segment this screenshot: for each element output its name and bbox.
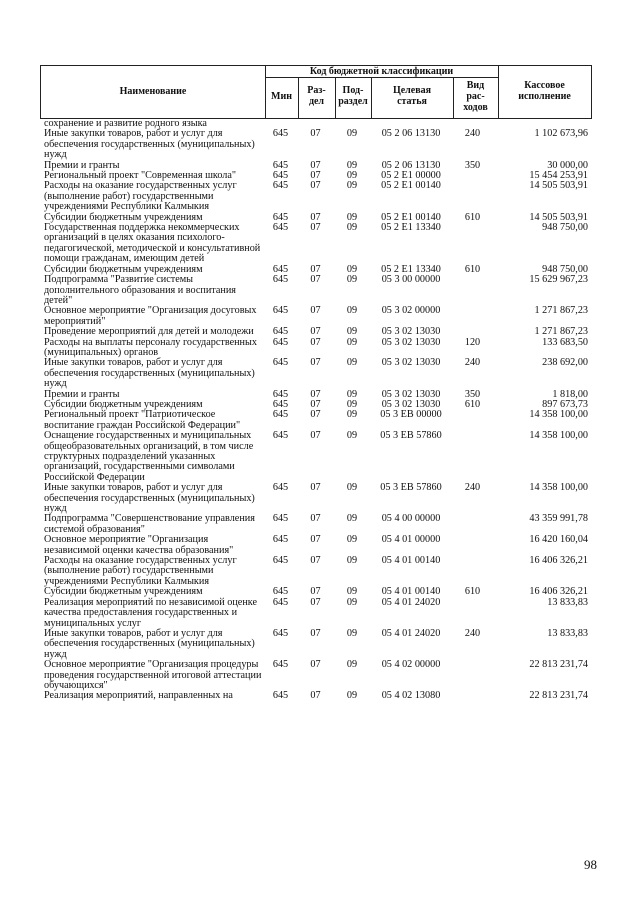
cell-tsel: 05 3 02 13030: [381, 357, 441, 369]
cell-tsel: 05 4 01 00140: [381, 555, 441, 567]
cell-razd: 07: [310, 305, 321, 317]
cell-razd: 07: [310, 159, 321, 171]
cell-razd: 07: [310, 659, 321, 671]
cell-tsel: 05 3 EB 00000: [380, 409, 442, 421]
cell-vid: [452, 181, 493, 212]
cell-vid: 610: [464, 263, 481, 275]
table-row: [40, 129, 592, 160]
cell-sum: 16 420 160,04: [529, 534, 588, 546]
table-row: [40, 275, 592, 306]
cell-min: 645: [272, 274, 289, 286]
cell-min: 645: [272, 596, 289, 608]
cell-sum: 1 271 867,23: [534, 305, 588, 317]
cell-sum: 22 813 231,74: [529, 690, 588, 702]
table-row: [40, 181, 592, 212]
cell-sum: 14 505 503,91: [529, 180, 588, 192]
cell-name: Премии и гранты: [44, 159, 120, 171]
cell-sum: 14 358 100,00: [529, 430, 588, 442]
cell-tsel: 05 4 02 13080: [381, 690, 441, 702]
cell-vid: 120: [464, 336, 481, 348]
cell-sum: 948 750,00: [542, 222, 588, 234]
cell-sum: 14 358 100,00: [529, 482, 588, 494]
cell-sum: 16 406 326,21: [529, 555, 588, 567]
cell-name: Премии и гранты: [44, 388, 120, 400]
cell-vid: [452, 410, 493, 431]
cell-name: Подпрограмма "Развитие системы дополнительного образования и воспитания детей": [44, 274, 236, 306]
cell-tsel: 05 2 E1 13340: [381, 263, 441, 275]
cell-pod: 09: [346, 326, 358, 338]
cell-pod: 09: [346, 596, 358, 608]
cell-razd: 07: [310, 398, 321, 410]
cell-name: Региональный проект "Современная школа": [44, 170, 237, 182]
cell-sum: 16 406 326,21: [529, 586, 588, 598]
cell-name: Иные закупки товаров, работ и услуг для обеспечения государственных (муниципальных) нужд: [44, 627, 255, 660]
cell-name: Основное мероприятие "Организация досуговых мероприятий": [44, 305, 257, 327]
cell-sum: 13 833,83: [547, 596, 588, 608]
table-row: [40, 223, 592, 265]
cell-razd: 07: [310, 586, 321, 598]
cell-razd: 07: [310, 263, 321, 275]
table-row: [40, 598, 592, 629]
table-row: [40, 338, 592, 359]
cell-sum: 43 359 991,78: [529, 513, 588, 525]
cell-pod: 09: [346, 586, 358, 598]
cell-tsel: 05 4 00 00000: [381, 513, 441, 525]
cell-razd: 07: [310, 409, 321, 421]
cell-tsel: 05 4 01 24020: [381, 596, 441, 608]
cell-min: 645: [272, 398, 289, 410]
cell-min: 645: [272, 627, 289, 639]
cell-pod: 09: [346, 180, 358, 192]
cell-name: Субсидии бюджетным учреждениям: [44, 398, 203, 410]
cell-min: 645: [272, 388, 289, 400]
cell-razd: 07: [310, 388, 321, 400]
cell-vid: 350: [464, 159, 481, 171]
cell-min: 645: [272, 326, 289, 338]
cell-pod: 09: [346, 398, 358, 410]
cell-pod: 09: [346, 555, 358, 567]
cell-pod: 09: [346, 409, 358, 421]
cell-tsel: 05 2 E1 13340: [381, 222, 441, 234]
cell-vid: 610: [464, 586, 481, 598]
cell-name: Субсидии бюджетным учреждениям: [44, 263, 203, 275]
cell-name: Реализация мероприятий, направленных на: [44, 690, 233, 702]
cell-sum: 238 692,00: [542, 357, 588, 369]
table-row: [40, 410, 592, 431]
cell-razd: 07: [310, 128, 321, 140]
cell-sum: 897 673,73: [542, 398, 588, 410]
cell-min: 645: [272, 180, 289, 192]
cell-min: 645: [272, 263, 289, 275]
cell-vid: [452, 223, 493, 265]
cell-vid: [452, 598, 493, 629]
cell-razd: 07: [310, 513, 321, 525]
cell-tsel: 05 2 06 13130: [381, 159, 441, 171]
cell-min: 645: [272, 159, 289, 171]
cell-pod: 09: [346, 627, 358, 639]
col-podrazdel-header: Под- раздел: [338, 85, 368, 107]
cell-sum: 13 833,83: [547, 627, 588, 639]
cell-name: Основное мероприятие "Организация процедуры проведения государственной итоговой аттестации обучающихся": [44, 659, 262, 691]
cell-name: Расходы на выплаты персоналу государственных (муниципальных) органов: [44, 336, 257, 358]
cell-razd: 07: [310, 357, 321, 369]
cell-pod: 09: [346, 482, 358, 494]
cell-min: 645: [272, 659, 289, 671]
cell-vid: 610: [464, 398, 481, 410]
cell-razd: 07: [310, 627, 321, 639]
cell-tsel: 05 4 01 00140: [381, 586, 441, 598]
cell-name: Проведение мероприятий для детей и молодежи: [44, 326, 254, 338]
cell-tsel: 05 3 02 00000: [381, 305, 441, 317]
col-name-header: Наименование: [119, 86, 187, 97]
cell-name: Расходы на оказание государственных услуг (выполнение работ) государственными учреждениями Республики Калмыкия: [44, 555, 237, 587]
cell-name: Расходы на оказание государственных услуг (выполнение работ) государственными учреждениями Республики Калмыкия: [44, 180, 237, 213]
cell-min: 645: [272, 534, 289, 546]
cell-min: 645: [272, 357, 289, 369]
cell-sum: 1 271 867,23: [534, 326, 588, 338]
col-min-header: Мин: [271, 91, 292, 102]
cell-name: Иные закупки товаров, работ и услуг для обеспечения государственных (муниципальных) нужд: [44, 128, 255, 161]
cell-razd: 07: [310, 534, 321, 546]
cell-min: 645: [272, 482, 289, 494]
table-row: [40, 306, 592, 327]
table-row: [40, 358, 592, 389]
table-body: [40, 119, 592, 702]
cell-name: Субсидии бюджетным учреждениям: [44, 586, 203, 598]
table-row: [40, 327, 592, 337]
cell-tsel: 05 4 02 00000: [381, 659, 441, 671]
cell-name: Субсидии бюджетным учреждениям: [44, 211, 203, 223]
cell-tsel: 05 3 02 13030: [381, 388, 441, 400]
table-row: [40, 691, 592, 701]
cell-razd: 07: [310, 430, 321, 442]
cell-tsel: 05 2 E1 00140: [381, 211, 441, 223]
cell-tsel: 05 3 00 00000: [381, 274, 441, 286]
cell-sum: 948 750,00: [542, 263, 588, 275]
table-row: [40, 483, 592, 514]
table-row: [40, 660, 592, 691]
cell-vid: [452, 306, 493, 327]
cell-razd: 07: [310, 222, 321, 234]
cell-pod: 09: [346, 336, 358, 348]
cell-pod: 09: [346, 263, 358, 275]
table-row: [40, 556, 592, 587]
cell-min: 645: [272, 586, 289, 598]
cell-vid: [452, 691, 493, 701]
table-row: [40, 629, 592, 660]
cell-pod: 09: [346, 388, 358, 400]
cell-name: Основное мероприятие "Организация независимой оценки качества образования": [44, 534, 234, 556]
cell-pod: 09: [346, 159, 358, 171]
cell-min: 645: [272, 222, 289, 234]
cell-vid: [452, 327, 493, 337]
cell-pod: 09: [346, 274, 358, 286]
cell-vid: 240: [464, 357, 481, 369]
cell-razd: 07: [310, 336, 321, 348]
cell-min: 645: [272, 690, 289, 702]
cell-sum: 133 683,50: [542, 336, 588, 348]
cell-pod: 09: [346, 534, 358, 546]
cell-pod: 09: [346, 513, 358, 525]
col-razdel-header: Раз- дел: [307, 85, 326, 107]
cell-razd: 07: [310, 180, 321, 192]
table-row: [40, 431, 592, 483]
cell-pod: 09: [346, 305, 358, 317]
cell-tsel: 05 2 E1 00140: [381, 180, 441, 192]
cell-tsel: 05 3 02 13030: [381, 336, 441, 348]
cell-sum: 14 358 100,00: [529, 409, 588, 421]
cell-razd: 07: [310, 482, 321, 494]
cell-vid: 610: [464, 211, 481, 223]
cell-vid: [452, 275, 493, 306]
table-header: [40, 65, 592, 119]
cell-min: 645: [272, 513, 289, 525]
cell-pod: 09: [346, 690, 358, 702]
kbk-header: Код бюджетной классификации: [309, 66, 454, 77]
cell-tsel: 05 3 02 13030: [381, 326, 441, 338]
cell-min: 645: [272, 409, 289, 421]
cell-vid: [452, 535, 493, 556]
cell-vid: 240: [464, 482, 481, 494]
cell-min: 645: [272, 170, 289, 182]
cell-min: 645: [272, 430, 289, 442]
cell-tsel: 05 3 EB 57860: [380, 430, 442, 442]
cell-name: Оснащение государственных и муниципальных общеобразовательных организаций, в том числе структурных подразделений указанных организаций, государственными символами Российской Федерации: [44, 430, 254, 483]
col-tselevaya-header: Целевая статья: [392, 85, 432, 107]
cell-sum: 22 813 231,74: [529, 659, 588, 671]
table-row: [40, 535, 592, 556]
cell-name: Иные закупки товаров, работ и услуг для обеспечения государственных (муниципальных) нужд: [44, 357, 255, 390]
cell-razd: 07: [310, 326, 321, 338]
cell-sum: 15 454 253,91: [529, 170, 588, 182]
cell-tsel: 05 3 02 13030: [381, 398, 441, 410]
cell-tsel: 05 2 06 13130: [381, 128, 441, 140]
cell-tsel: 05 4 01 00000: [381, 534, 441, 546]
cell-vid: [452, 514, 493, 535]
cell-razd: 07: [310, 274, 321, 286]
cell-name: Иные закупки товаров, работ и услуг для обеспечения государственных (муниципальных) нужд: [44, 482, 255, 515]
cell-sum: 14 505 503,91: [529, 211, 588, 223]
cell-name: сохранение и развитие родного языка: [44, 118, 207, 129]
cell-sum: 1 818,00: [552, 388, 588, 400]
cell-name: Государственная поддержка некоммерческих организаций в целях оказания психолого-педагогической, методической и консультативной помощи гражданам, имеющим детей: [44, 222, 261, 265]
cell-razd: 07: [310, 555, 321, 567]
cell-min: 645: [272, 128, 289, 140]
table-row: [40, 514, 592, 535]
cell-pod: 09: [346, 170, 358, 182]
cell-min: 645: [272, 305, 289, 317]
cell-vid: [452, 431, 493, 483]
cell-sum: 15 629 967,23: [529, 274, 588, 286]
cell-razd: 07: [310, 596, 321, 608]
cell-vid: [452, 660, 493, 691]
page-number: 98: [584, 857, 597, 872]
cell-tsel: 05 4 01 24020: [381, 627, 441, 639]
cell-pod: 09: [346, 357, 358, 369]
cell-sum: 1 102 673,96: [534, 128, 588, 140]
cell-min: 645: [272, 336, 289, 348]
cell-razd: 07: [310, 170, 321, 182]
cell-vid: 240: [464, 627, 481, 639]
cell-vid: [452, 556, 493, 587]
cell-sum: 30 000,00: [547, 159, 588, 171]
cell-pod: 09: [346, 430, 358, 442]
cell-pod: 09: [346, 211, 358, 223]
col-kassovoe-header: Кассовое исполнение: [518, 80, 571, 102]
cell-vid: [452, 171, 493, 181]
cell-pod: 09: [346, 128, 358, 140]
cell-vid: 240: [464, 128, 481, 140]
cell-razd: 07: [310, 690, 321, 702]
cell-pod: 09: [346, 659, 358, 671]
cell-name: Реализация мероприятий по независимой оценке качества предоставления государственных и муниципальных услуг: [44, 596, 257, 629]
cell-tsel: 05 3 EB 57860: [380, 482, 442, 494]
cell-name: Региональный проект "Патриотическое воспитание граждан Российской Федерации": [44, 409, 241, 431]
cell-min: 645: [272, 211, 289, 223]
cell-pod: 09: [346, 222, 358, 234]
cell-name: Подпрограмма "Совершенствование управления системой образования": [44, 513, 255, 535]
cell-vid: 350: [464, 388, 481, 400]
col-vid-header: Вид рас- ходов: [463, 80, 488, 113]
cell-tsel: 05 2 E1 00000: [381, 170, 441, 182]
cell-min: 645: [272, 555, 289, 567]
cell-razd: 07: [310, 211, 321, 223]
